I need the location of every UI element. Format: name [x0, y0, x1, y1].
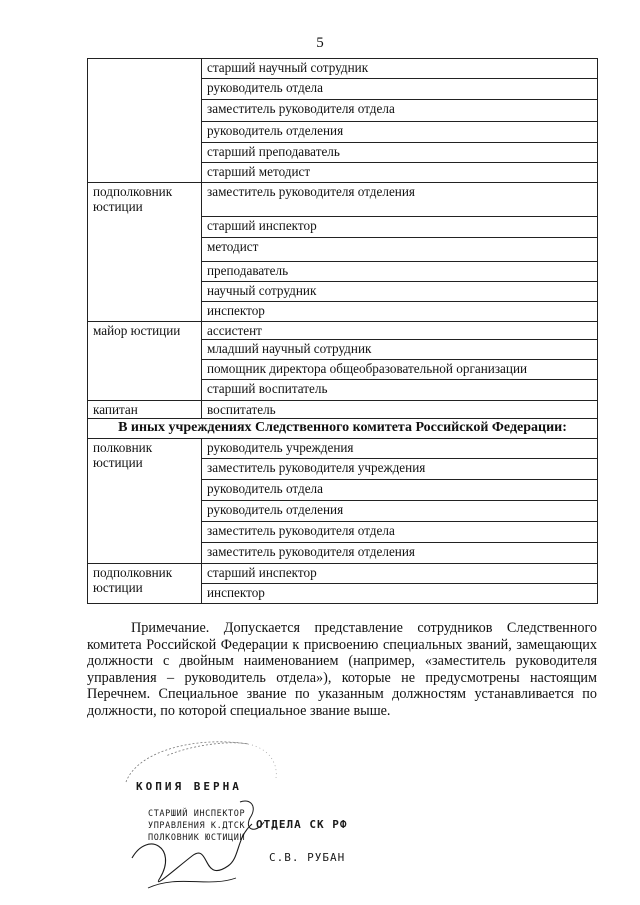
table-row — [88, 439, 598, 459]
table-row — [88, 564, 598, 584]
position-cell: заместитель руководителя отделения — [202, 183, 598, 217]
stamp-organization: ОТДЕЛА СК РФ — [256, 818, 348, 831]
ranks-positions-table — [87, 58, 598, 604]
position-cell: старший методист — [202, 163, 598, 183]
position-cell: помощник директора общеобразовательной организации — [202, 360, 598, 380]
position-cell: старший воспитатель — [202, 380, 598, 401]
position-cell: старший инспектор — [202, 564, 598, 584]
table-row — [88, 183, 598, 217]
position-cell: заместитель руководителя отделения — [202, 543, 598, 564]
position-cell: заместитель руководителя отдела — [202, 522, 598, 543]
position-cell: руководитель учреждения — [202, 439, 598, 459]
position-cell: старший научный сотрудник — [202, 59, 598, 79]
rank-cell — [88, 59, 202, 183]
position-cell: воспитатель — [202, 401, 598, 419]
position-cell: ассистент — [202, 322, 598, 340]
position-cell: старший преподаватель — [202, 143, 598, 163]
rank-cell: подполковник юстиции — [88, 183, 202, 322]
position-cell: старший инспектор — [202, 217, 598, 238]
certification-stamp — [118, 738, 364, 898]
position-cell: преподаватель — [202, 262, 598, 282]
stamp-line: СТАРШИЙ ИНСПЕКТОР — [148, 809, 246, 819]
note-text: Примечание. Допускается представление сотрудников Следственного комитета Российской Федерации к присвоению специальных званий, замещающих должности с двойным наименованием (например, «заместитель руководителя управления – руководитель отдела»), которые не предусмотрены настоящим Перечнем. Специальное звание по указанным должностям устанавливается по должности, по которой специальное звание выше. — [87, 620, 597, 719]
stamp-line: ПОЛКОВНИК ЮСТИЦИИ — [148, 833, 246, 843]
position-cell: инспектор — [202, 584, 598, 604]
position-cell: младший научный сотрудник — [202, 340, 598, 360]
rank-cell: полковник юстиции — [88, 439, 202, 564]
stamp-title: КОПИЯ ВЕРНА — [136, 780, 242, 793]
position-cell: заместитель руководителя отдела — [202, 100, 598, 122]
position-cell: руководитель отдела — [202, 480, 598, 501]
section-heading: В иных учреждениях Следственного комитета Российской Федерации: — [88, 419, 598, 439]
rank-cell: майор юстиции — [88, 322, 202, 401]
table-row — [88, 322, 598, 340]
position-cell: заместитель руководителя учреждения — [202, 459, 598, 480]
position-cell: руководитель отделения — [202, 501, 598, 522]
position-cell: инспектор — [202, 302, 598, 322]
table-row — [88, 401, 598, 419]
position-cell: руководитель отделения — [202, 122, 598, 143]
table-row — [88, 419, 598, 439]
rank-cell: капитан — [88, 401, 202, 419]
page-number: 5 — [316, 35, 324, 51]
rank-cell: подполковник юстиции — [88, 564, 202, 604]
signer-name: С.В. РУБАН — [269, 851, 346, 864]
table-row — [88, 59, 598, 79]
position-cell: руководитель отдела — [202, 79, 598, 100]
position-cell: методист — [202, 238, 598, 262]
position-cell: научный сотрудник — [202, 282, 598, 302]
stamp-line: УПРАВЛЕНИЯ К.ДТСК — [148, 821, 246, 831]
note-paragraph — [87, 620, 597, 720]
